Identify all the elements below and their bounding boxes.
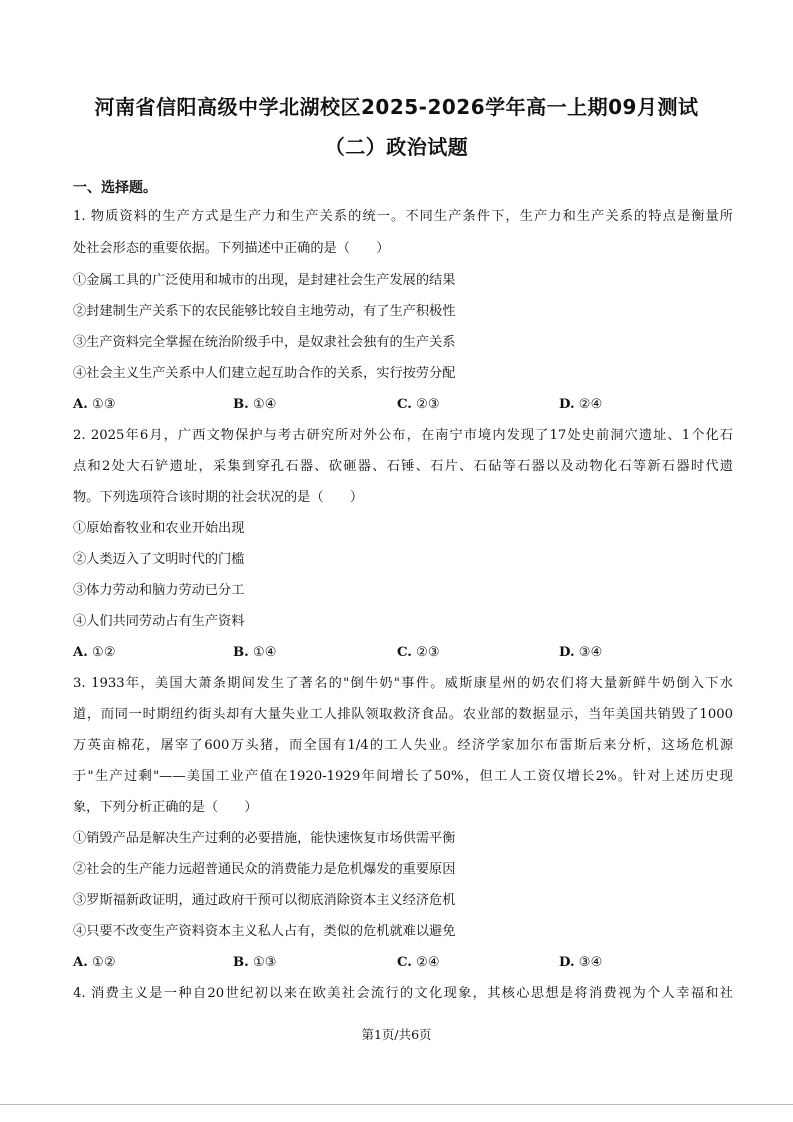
q2-stem-line-2: 点和2处大石铲遗址，采集到穿孔石器、砍砸器、石锤、石片、石砧等石器以及动物化石等新石器时代遗 (73, 459, 733, 474)
q2-statement-1: ①原始畜牧业和农业开始出现 (73, 521, 245, 536)
q1-stem-line-2: 处社会形态的重要依据。下列描述中正确的是（ ） (73, 241, 390, 256)
q1-option-c[interactable]: C. ②③ (397, 397, 440, 412)
q3-stem-line-4: 于"生产过剩"——美国工业产值在1920-1929年间增长了50%，但工人工资仅增长2%。针对上述历史现 (73, 769, 733, 784)
q3-option-c[interactable]: C. ②④ (397, 955, 440, 970)
q3-statement-3: ③罗斯福新政证明，通过政府干预可以彻底消除资本主义经济危机 (73, 893, 456, 908)
q3-statement-4: ④只要不改变生产资料资本主义私人占有，类似的危机就难以避免 (73, 924, 456, 939)
q3-stem-line-1: 3. 1933年，美国大萧条期间发生了著名的"倒牛奶"事件。威斯康星州的奶农们将大量新鲜牛奶倒入下水 (73, 676, 733, 691)
q1-statement-1: ①金属工具的广泛使用和城市的出现，是封建社会生产发展的结果 (73, 273, 456, 288)
q1-option-d[interactable]: D. ②④ (559, 397, 603, 412)
section-heading: 一、选择题。 (73, 180, 157, 196)
q2-option-c[interactable]: C. ②③ (397, 645, 440, 660)
q2-statement-2: ②人类迈入了文明时代的门槛 (73, 552, 245, 567)
bottom-divider (0, 1104, 793, 1105)
q2-stem-line-1: 2. 2025年6月，广西文物保护与考古研究所对外公布，在南宁市境内发现了17处史前洞穴遗址、1个化石 (73, 428, 733, 443)
q3-stem-line-2: 道，而同一时期纽约街头却有大量失业工人排队领取救济食品。农业部的数据显示，当年美国共销毁了1000 (73, 707, 733, 722)
q2-option-d[interactable]: D. ③④ (559, 645, 603, 660)
q3-stem-line-5: 象，下列分析正确的是（ ） (73, 800, 258, 815)
q3-option-a[interactable]: A. ①② (73, 955, 116, 970)
exam-title-line-2: （二）政治试题 (324, 135, 469, 159)
q3-statement-2: ②社会的生产能力远超普通民众的消费能力是危机爆发的重要原因 (73, 862, 456, 877)
q1-statement-4: ④社会主义生产关系中人们建立起互助合作的关系，实行按劳分配 (73, 366, 456, 381)
q2-option-b[interactable]: B. ①④ (233, 645, 277, 660)
q3-option-b[interactable]: B. ①③ (233, 955, 277, 970)
q1-stem-line-1: 1. 物质资料的生产方式是生产力和生产关系的统一。不同生产条件下，生产力和生产关系的特点是衡量所 (73, 209, 733, 224)
q1-option-a[interactable]: A. ①③ (73, 397, 116, 412)
q2-option-a[interactable]: A. ①② (73, 645, 116, 660)
q1-statement-3: ③生产资料完全掌握在统治阶级手中，是奴隶社会独有的生产关系 (73, 335, 456, 350)
q2-statement-3: ③体力劳动和脑力劳动已分工 (73, 583, 245, 598)
q1-statement-2: ②封建制生产关系下的农民能够比较自主地劳动，有了生产积极性 (73, 304, 456, 319)
exam-title-line-1: 河南省信阳高级中学北湖校区2025-2026学年高一上期09月测试 (94, 95, 699, 119)
q3-statement-1: ①销毁产品是解决生产过剩的必要措施，能快速恢复市场供需平衡 (73, 831, 456, 846)
page-footer: 第1页/共6页 (361, 1027, 432, 1042)
q2-stem-line-3: 物。下列选项符合该时期的社会状况的是（ ） (73, 490, 364, 505)
q3-stem-line-3: 万英亩棉花，屠宰了600万头猪，而全国有1/4的工人失业。经济学家加尔布雷斯后来分析，这场危机源 (73, 738, 733, 753)
q4-stem-line-1: 4. 消费主义是一种自20世纪初以来在欧美社会流行的文化现象，其核心思想是将消费视为个人幸福和社 (73, 986, 733, 1001)
q1-option-b[interactable]: B. ①④ (233, 397, 277, 412)
q3-option-d[interactable]: D. ③④ (559, 955, 603, 970)
q2-statement-4: ④人们共同劳动占有生产资料 (73, 614, 245, 629)
